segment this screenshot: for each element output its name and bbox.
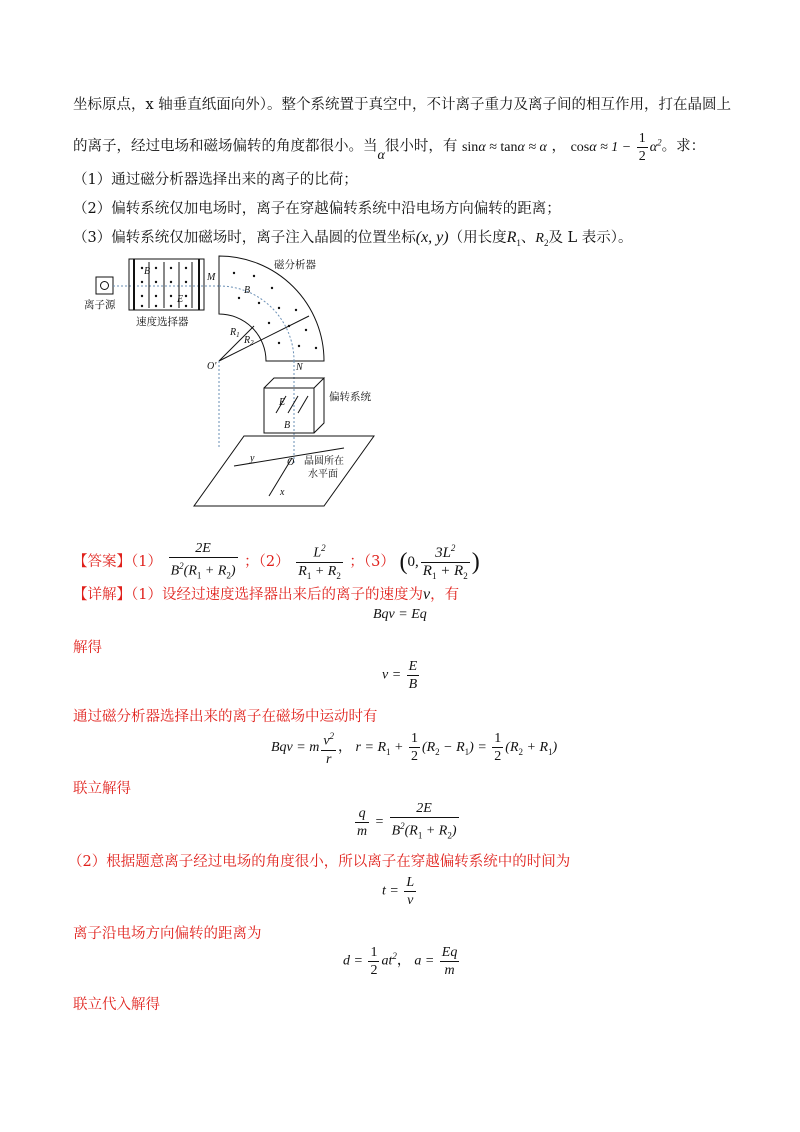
answer-line [73, 540, 480, 585]
lianli-1: 联立解得 [73, 781, 131, 797]
detail-2: 通过磁分析器选择出来的离子在磁场中运动时有 [73, 709, 378, 725]
ion-source-icon [101, 282, 109, 290]
detail-3: （2）根据题意离子经过电场的角度很小，所以离子在穿越偏转系统中的时间为 [68, 854, 571, 870]
para-line-2b: 很小时，有 [384, 138, 458, 155]
para-line-1: 坐标原点，x 轴垂直纸面向外）。整个系统置于真空中，不计离子重力及离子间的相互作用，打在晶圆上 [73, 97, 732, 113]
analyzer-label: 磁分析器 [274, 259, 316, 271]
question-2: （2）偏转系统仅加电场时，离子在穿越偏转系统中沿电场方向偏转的距离； [73, 201, 561, 217]
detail-5: 联立代入解得 [73, 997, 160, 1013]
question-3a: （3）偏转系统仅加磁场时，离子注入晶圆的位置坐标 [73, 230, 416, 246]
x-label: x [280, 487, 285, 498]
wafer-label-2: 水平面 [308, 469, 338, 480]
question-1: （1）通过磁分析器选择出来的离子的比荷； [73, 172, 358, 188]
answer-2-formula: $\frac{L^2}{R_1 + R_2}$ [294, 555, 345, 570]
answer-1-formula: $\frac{2E}{B^2(R_1 + R_2)}$ [170, 541, 236, 581]
R2-label: $R_2$ [244, 335, 254, 347]
O-label: O [287, 457, 295, 468]
eq-v-e-b: v = $\frac{E}{B}$ [382, 659, 418, 692]
answer-3-formula: (0, $\frac{3L^2}{R_1 + R_2}$ ) [400, 554, 480, 570]
r1-symbol: $R_1$ [506, 229, 521, 249]
para-line-2c: 。求： [661, 138, 706, 155]
question-3c: 、 [520, 230, 536, 246]
eq-t-l-v: t = $\frac{L}{v}$ [382, 875, 415, 908]
question-3d: 及 L 表示）。 [548, 230, 633, 246]
N-label: N [296, 362, 303, 373]
velocity-selector-label: 速度选择器 [136, 316, 189, 328]
physics-diagram [74, 248, 384, 513]
detail-label: 【详解】 [73, 587, 131, 603]
answer-label: 【答案】 [73, 553, 131, 570]
M-label: M [207, 272, 216, 283]
answer-1-label: （1） [131, 553, 162, 570]
y-label: y [250, 453, 255, 464]
question-3b: （用长度 [448, 230, 507, 246]
detail-1: （1）设经过速度选择器出来后的离子的速度为 [131, 587, 423, 603]
r2-symbol: $R_2$ [535, 231, 549, 248]
selector-E-label: E [177, 294, 184, 305]
O-prime-label: O' [207, 361, 217, 372]
para-line-2a: 的离子，经过电场和磁场偏转的角度都很小。当 [73, 138, 378, 155]
deflection-label: 偏转系统 [329, 391, 371, 403]
jiede-1: 解得 [73, 640, 102, 656]
eq-bqv-eq: Bqv = Eq [373, 607, 427, 622]
deflect-B-label: B [284, 420, 291, 431]
eq-bqv-mv2r: Bqv = m $\frac{v^2}{r}$ ， $r = R_1$ + $\frac{1}{2}$ $(R_2 - R_1)$ = $\frac{1}{2}$ $(R_2 + R_1)$ [271, 728, 557, 768]
coord-xy: (x, y) [415, 229, 449, 246]
radius-R2 [219, 316, 309, 361]
eq-q-m: $\frac{q}{m}$ = $\frac{2E}{B^2(R_1 + R_2)}$ [357, 801, 457, 841]
R1-label: $R_1$ [230, 327, 240, 339]
analyzer-B-label: B [244, 285, 251, 296]
detail-1b: ，有 [430, 587, 460, 603]
deflect-E-label: E [279, 397, 286, 408]
question-3 [73, 226, 633, 248]
wafer-label-1: 晶圆所在 [304, 456, 344, 467]
detail-4: 离子沿电场方向偏转的距离为 [73, 926, 262, 942]
cos-approx: cosα ≈ 1 − $\frac{1}{2}$ $\alpha^2$ [570, 131, 662, 164]
eq-d-at2: d = $\frac{1}{2}$ $at^2$， a = $\frac{Eq}{m}$ [343, 945, 458, 978]
detail-line-1 [73, 583, 459, 604]
velocity-selector-box [129, 259, 204, 310]
answer-3-label: ；（3） [349, 553, 395, 570]
para-line-2: 的离子，经过电场和磁场偏转的角度都很小。当α很小时，有 sinα ≈ tanα ≈ α ， cosα ≈ 1 − $\frac{1}{2}$ $\alpha^2$。求： [73, 131, 706, 164]
alpha-symbol: α [377, 147, 385, 163]
small-angle-approx: sinα ≈ tanα ≈ α [461, 139, 547, 155]
ion-source-box [96, 277, 113, 294]
ion-source-label: 离子源 [84, 299, 116, 311]
v-symbol: v [422, 586, 431, 603]
answer-2-label: ；（2） [244, 553, 290, 570]
selector-B-label: B [144, 266, 151, 277]
